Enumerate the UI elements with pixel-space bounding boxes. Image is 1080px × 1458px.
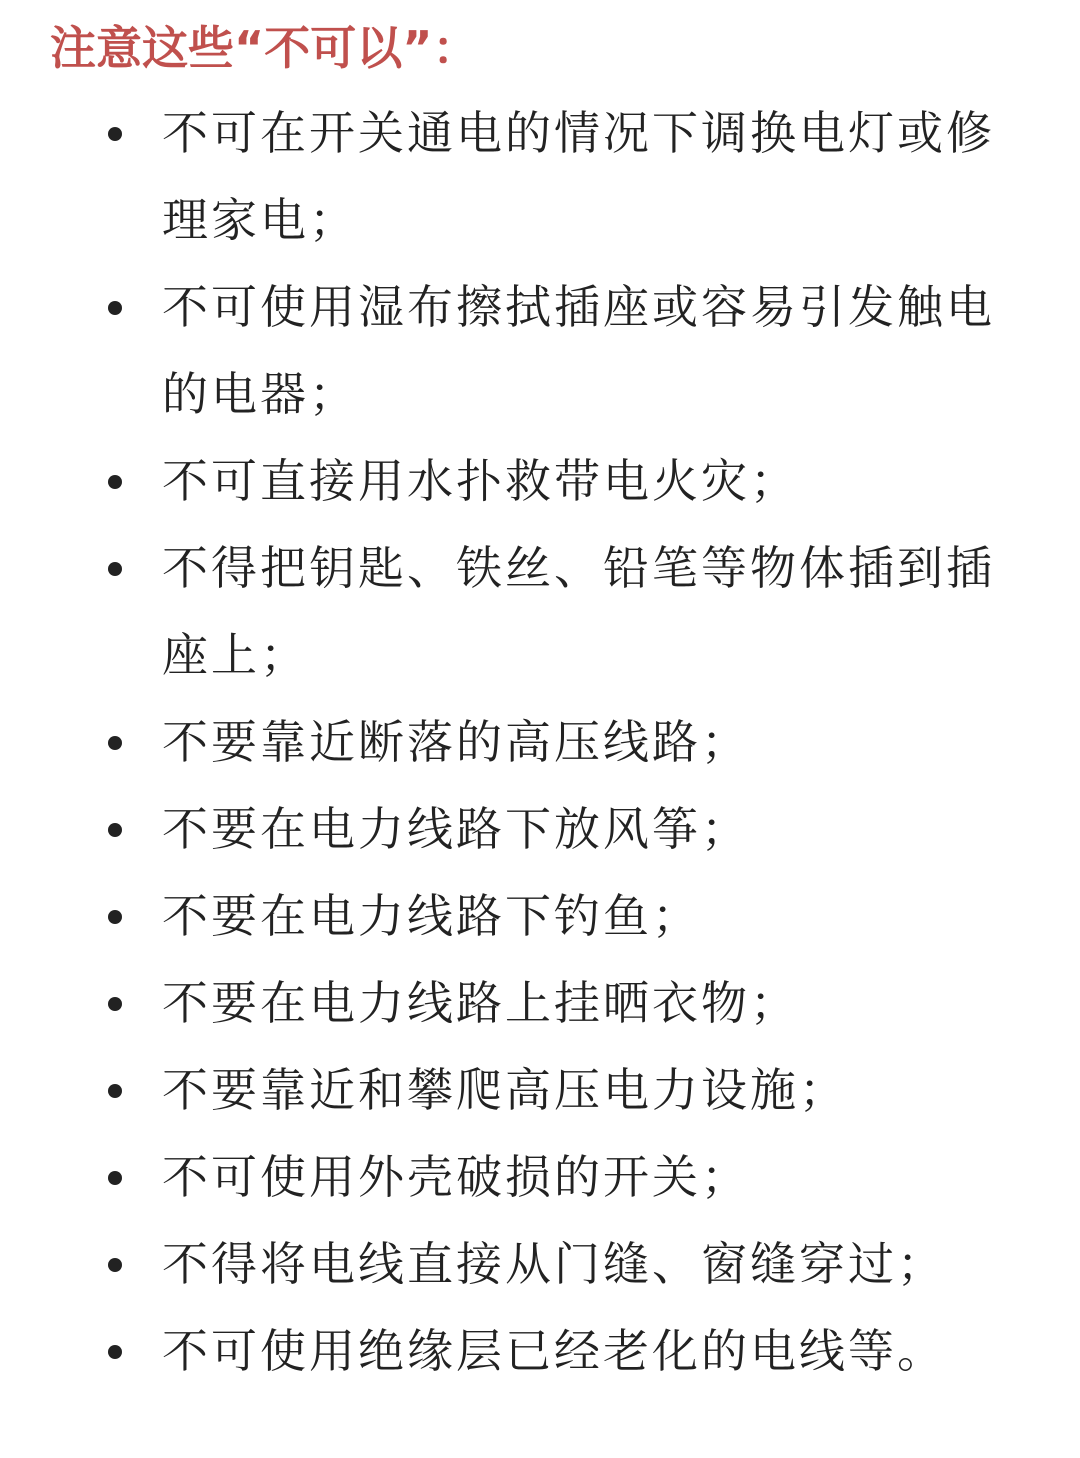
rule-text: 不要靠近和攀爬高压电力设施； xyxy=(162,1063,848,1117)
rule-item xyxy=(0,873,1080,960)
rule-item xyxy=(0,786,1080,873)
rule-item xyxy=(0,1047,1080,1134)
rules-list xyxy=(0,90,1080,1395)
bullet-dot-icon xyxy=(108,301,122,315)
bullet-dot-icon xyxy=(108,1084,122,1098)
rule-text: 不得将电线直接从门缝、窗缝穿过； xyxy=(162,1237,946,1291)
bullet-dot-icon xyxy=(108,736,122,750)
rule-text: 不要在电力线路下钓鱼； xyxy=(162,889,701,943)
bullet-dot-icon xyxy=(108,910,122,924)
bullet-dot-icon xyxy=(108,1171,122,1185)
rule-item xyxy=(0,90,1080,264)
bullet-dot-icon xyxy=(108,997,122,1011)
bullet-dot-icon xyxy=(108,1258,122,1272)
rule-text: 不可使用湿布擦拭插座或容易引发触电的电器； xyxy=(162,280,995,421)
bullet-dot-icon xyxy=(108,475,122,489)
rule-text: 不可使用绝缘层已经老化的电线等。 xyxy=(162,1324,946,1378)
rule-item xyxy=(0,1308,1080,1395)
rule-text: 不可在开关通电的情况下调换电灯或修理家电； xyxy=(162,106,995,247)
bullet-dot-icon xyxy=(108,823,122,837)
rule-item xyxy=(0,525,1080,699)
rule-item xyxy=(0,699,1080,786)
rule-text: 不要靠近断落的高压线路； xyxy=(162,715,750,769)
rule-text: 不得把钥匙、铁丝、铅笔等物体插到插座上； xyxy=(162,541,995,682)
bullet-dot-icon xyxy=(108,127,122,141)
rule-item xyxy=(0,1221,1080,1308)
rule-text: 不可直接用水扑救带电火灾； xyxy=(162,454,799,508)
rule-item xyxy=(0,1134,1080,1221)
rule-item xyxy=(0,960,1080,1047)
rule-text: 不可使用外壳破损的开关； xyxy=(162,1150,750,1204)
section-heading: 注意这些“不可以”： xyxy=(50,21,479,75)
rule-item xyxy=(0,264,1080,438)
bullet-dot-icon xyxy=(108,1345,122,1359)
bullet-dot-icon xyxy=(108,562,122,576)
rule-text: 不要在电力线路下放风筝； xyxy=(162,802,750,856)
rule-text: 不要在电力线路上挂晒衣物； xyxy=(162,976,799,1030)
rule-item xyxy=(0,438,1080,525)
